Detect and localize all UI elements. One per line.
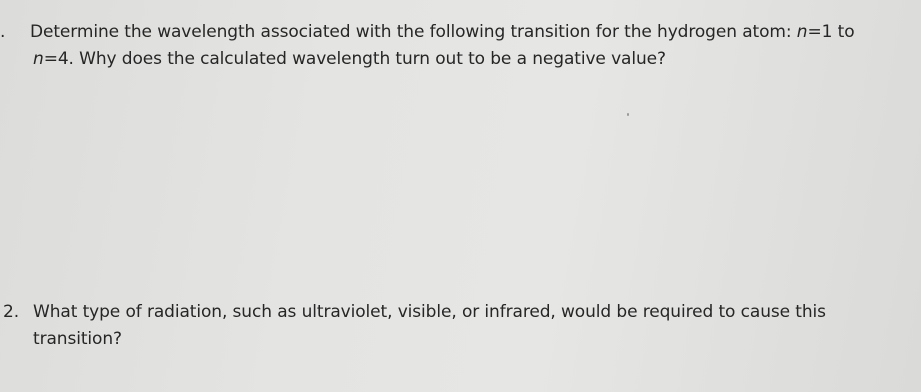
- paper-speck: [627, 113, 629, 116]
- question-2-text-part-2: transition?: [33, 329, 122, 349]
- question-1-text-part-1: Determine the wavelength associated with the following transition for the hydrogen atom:: [30, 22, 797, 42]
- question-2-number: 2.: [3, 302, 20, 322]
- question-2-line-2: [0, 326, 900, 353]
- question-1-variable-n-2: n: [33, 49, 44, 69]
- question-1-line-2: [0, 46, 915, 73]
- question-2-line-1: [0, 299, 900, 326]
- question-2-text-part-1: What type of radiation, such as ultraviolet, visible, or infrared, would be required to cause this: [33, 302, 826, 322]
- question-1-equals-part: =1 to: [807, 22, 855, 42]
- question-2: [0, 299, 900, 353]
- question-1-line-1: [0, 19, 915, 46]
- question-1-variable-n: n: [796, 22, 808, 42]
- question-1-number: .: [0, 22, 6, 42]
- question-1-text-part-2: =4. Why does the calculated wavelength turn out to be a negative value?: [43, 49, 666, 69]
- question-1: [0, 19, 915, 73]
